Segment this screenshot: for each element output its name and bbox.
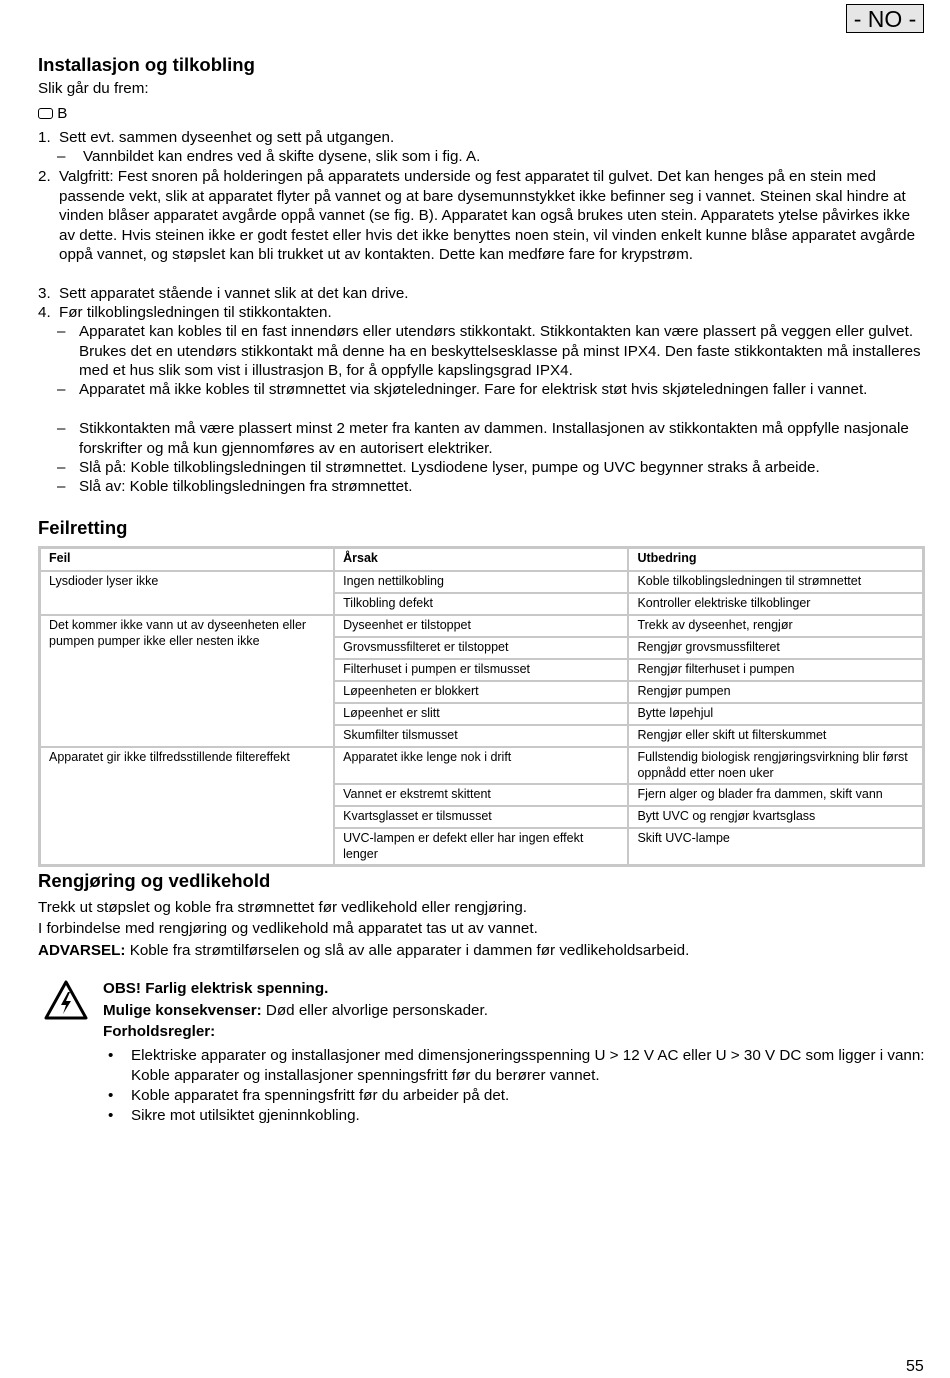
consequences: Mulige konsekvenser: Død eller alvorlige personskader. [103,1002,488,1019]
electric-warning-icon [44,980,88,1020]
measures-label: Forholdsregler: [103,1023,216,1040]
cause-cell: UVC-lampen er defekt eller har ingen effekt lenger [334,828,628,865]
maint-heading: Rengjøring og vedlikehold [38,870,271,891]
remedy-cell: Koble tilkoblingsledningen til strømnettet [628,571,923,593]
maint-line-2: I forbindelse med rengjøring og vedlikehold må apparatet tas ut av vannet. [38,920,538,937]
remedy-cell: Rengjør filterhuset i pumpen [628,659,923,681]
remedy-cell: Fullstendig biologisk rengjøringsvirkning blir først oppnådd etter noen uker [628,747,923,784]
page-number: 55 [906,1358,924,1375]
language-badge: - NO - [846,4,924,33]
cause-cell: Dyseenhet er tilstoppet [334,615,628,637]
cause-cell: Vannet er ekstremt skittent [334,784,628,806]
cause-cell: Løpeenhet er slitt [334,703,628,725]
column-header: Årsak [334,548,628,571]
figure-ref: B [38,104,67,124]
manual-page: - NO - Installasjon og tilkobling Slik går du frem: B 1. Sett evt. sammen dyseenhet og sett på utgangen. – Vannbildet kan endres ved å skifte dysene, slik som i fig. A. 2. Valgfritt: Fest snoren på holderingen på apparatets underside og fest apparatet til gulvet. Det kan henges på en stein med passende vekt, slik at apparatet flyter på vannet og at bare dysemunnstykket ikke befinner seg i vannet. Steinen skal hindre at vinden blåser apparatet avgårde oppå vannet (se fig. B). Apparatet kan også brukes uten stein. Apparatets ytelse påvirkes ikke av dette. Hvis steinen ikke er godt festet eller hvis det ikke benyttes noen stein, vil vinden enkelt kunne blåse apparatet avgårde oppå vannet, og støpslet kan bli trukket ut av kontakten. Dette kan medføre fare for krypstrøm. 3. Sett apparatet stående i vannet slik at det kan drive. 4. Før tilkoblingsledningen til stikkontakten. – Apparatet kan kobles til en fast innendørs eller utendørs stikkontakt. Stikkontakten kan være plassert på veggen eller gulvet. Brukes det en utendørs stikkontakt må denne ha en beskyttelsesklasse på minst IPX4. Den faste stikkontakten må installeres med et hus slik som vist i illustrasjon B, for å oppfylle kapslingsgrad IPX4. – Apparatet må ikke kobles til strømnettet via skjøteledninger. Fare for elektrisk støt hvis skjøteledningen faller i vannet. – Stikkontakten må være plassert minst 2 meter fra kanten av dammen. Installasjonen av stikkontakten må oppfylle nasjonale forskrifter og må kun gjennomføres av en autorisert elektriker. – Slå på: Koble tilkoblingsledningen til strømnettet. Lysdiodene lyser, pumpe og UVC begynner straks å arbeide. – Slå av: Koble tilkoblingsledningen fra strømnettet. Feilretting Feil Årsak Utbedring Lysdioder lyser ikke Ingen nettilkobling Koble tilkoblingsledningen til strømnettet Tilkobling defekt Kontroller elektriske tilkoblinger Det kommer ikke vann ut av dyseenheten eller pumpen pumper ikke eller nesten ikke Dyseenhet er tilstoppet Trekk av dyseenhet, rengjør Grovsmussfilteret er tilstoppet Rengjør grovsmussfilteret Filterhuset i pumpen er tilsmusset Rengjør filterhuset i pumpen Løpeenheten er blokkert Rengjør pumpen Løpeenhet er slitt Bytte løpehjul Skumfilter tilsmusset Rengjør eller skift ut filterskummet Apparatet gir ikke tilfredsstillende filtereffekt Apparatet ikke lenge nok i drift Fullstendig biologisk rengjøringsvirkning blir først oppnådd etter noen uker Vannet er ekstremt skittent Fjern alger og blader fra dammen, skift vann Kvartsglasset er tilsmusset Bytt UVC og rengjør kvartsglass UVC-lampen er defekt eller har ingen effekt lenger Skift UVC-lampe Rengjøring og vedlikehold Trekk ut støpslet og koble fra strømnettet før vedlikehold eller rengjøring. I forbindelse med rengjøring og vedlikehold må apparatet tas ut av vannet. ADVARSEL: Koble fra strømtilførselen og slå av alle apparater i dammen før vedlikeholdsarbeid. OBS! Farlig elektrisk spenning. Mulige konsekvenser: Død eller alvorlige personskader. Forholdsregler: • Elektriske apparater og installasjoner med dimensjoneringsspenning U > 12 V AC eller U > 30 V DC som ligger i vann: Koble apparater og installasjoner spenningsfritt før du berører vannet. • Koble apparatet fra spenningsfritt før du arbeider på det. • Sikre mot utilsiktet gjeninnkobling. 55 [38,6,925,1375]
remedy-cell: Bytt UVC og rengjør kvartsglass [628,806,923,828]
remedy-cell: Rengjør pumpen [628,681,923,703]
cause-cell: Skumfilter tilsmusset [334,725,628,747]
remedy-cell: Rengjør eller skift ut filterskummet [628,725,923,747]
cause-cell: Grovsmussfilteret er tilstoppet [334,637,628,659]
troubleshooting-table [38,546,925,867]
trouble-heading: Feilretting [38,517,128,538]
cause-cell: Tilkobling defekt [334,593,628,615]
cause-cell: Filterhuset i pumpen er tilsmusset [334,659,628,681]
remedy-cell: Skift UVC-lampe [628,828,923,865]
fault-cell: Apparatet gir ikke tilfredsstillende filtereffekt [40,747,334,865]
fault-cell: Lysdioder lyser ikke [40,571,334,615]
remedy-cell: Kontroller elektriske tilkoblinger [628,593,923,615]
table-row [40,571,923,593]
install-intro: Slik går du frem: [38,80,149,97]
table-header-row [40,548,923,571]
remedy-cell: Bytte løpehjul [628,703,923,725]
cause-cell: Løpeenheten er blokkert [334,681,628,703]
danger-title: OBS! Farlig elektrisk spenning. [103,980,329,997]
fault-cell: Det kommer ikke vann ut av dyseenheten eller pumpen pumper ikke eller nesten ikke [40,615,334,747]
maint-warning: ADVARSEL: Koble fra strømtilførselen og slå av alle apparater i dammen før vedlikeholdsarbeid. [38,942,690,959]
table-row [40,615,923,637]
cause-cell: Kvartsglasset er tilsmusset [334,806,628,828]
remedy-cell: Trekk av dyseenhet, rengjør [628,615,923,637]
remedy-cell: Fjern alger og blader fra dammen, skift vann [628,784,923,806]
column-header: Feil [40,548,334,571]
maint-line-1: Trekk ut støpslet og koble fra strømnettet før vedlikehold eller rengjøring. [38,899,527,916]
cause-cell: Ingen nettilkobling [334,571,628,593]
remedy-cell: Rengjør grovsmussfilteret [628,637,923,659]
install-heading: Installasjon og tilkobling [38,54,255,75]
table-row [40,747,923,784]
figure-icon [38,108,53,119]
column-header: Utbedring [628,548,923,571]
cause-cell: Apparatet ikke lenge nok i drift [334,747,628,784]
